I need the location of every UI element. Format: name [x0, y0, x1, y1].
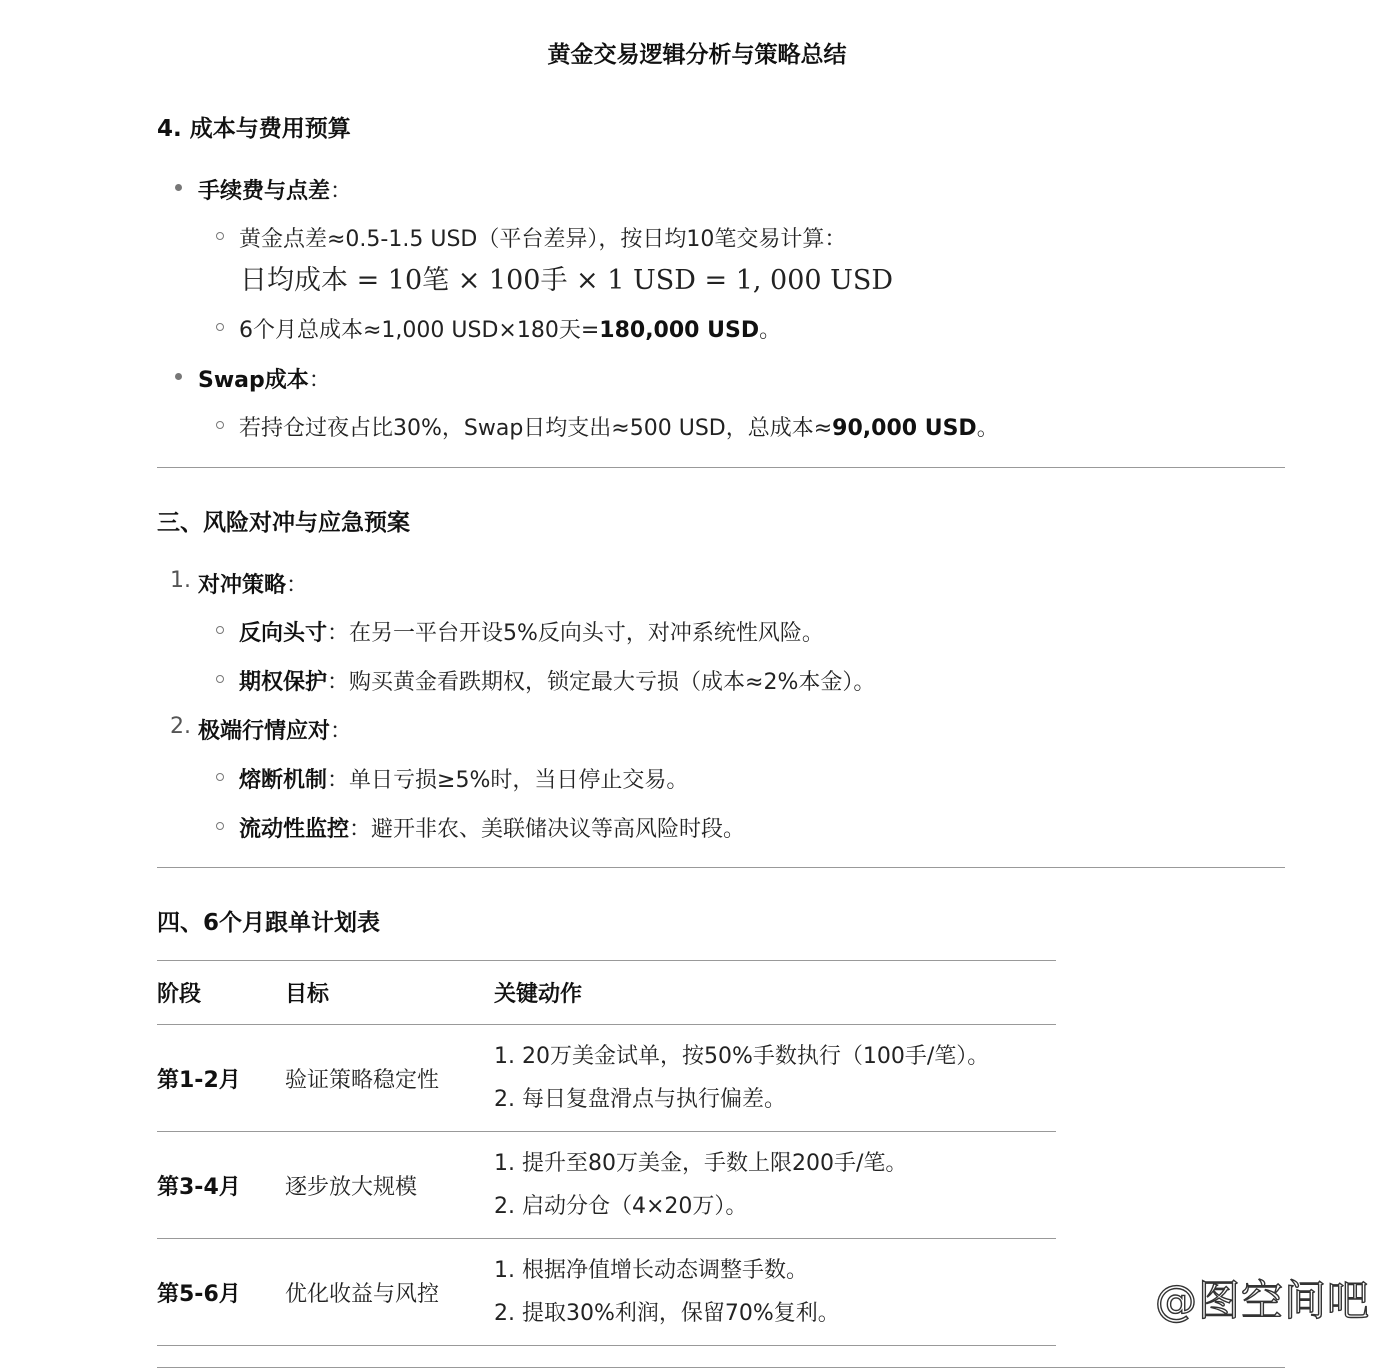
- divider: [157, 867, 1285, 868]
- list-number: 1.: [170, 568, 191, 593]
- colon: ：: [330, 719, 353, 744]
- swap-label: Swap成本: [198, 368, 309, 393]
- bullet-ring: [216, 323, 224, 331]
- table-header-row: [157, 961, 1056, 1025]
- goal-cell: 验证策略稳定性: [285, 1067, 440, 1093]
- spread-note: 黄金点差≈0.5-1.5 USD（平台差异），按日均10笔交易计算：: [239, 227, 847, 252]
- actions-cell: [494, 1239, 1056, 1346]
- period: 。: [976, 416, 999, 441]
- action-line: 2. 提取30%利润，保留70%复利。: [494, 1301, 840, 1326]
- bullet-ring: [216, 626, 224, 634]
- swap-cost-text: 若持仓过夜占比30%，Swap日均支出≈500 USD，总成本≈: [239, 416, 833, 441]
- swap-cost-total: 90,000 USD: [832, 416, 977, 441]
- reverse-position-text: ：在另一平台开设5%反向头寸，对冲系统性风险。: [327, 621, 824, 646]
- header-stage: 阶段: [157, 982, 202, 1007]
- six-month-cost-text: 6个月总成本≈1,000 USD×180天=: [239, 318, 600, 343]
- actions-cell: [494, 1132, 1056, 1239]
- bullet-dot: [175, 184, 182, 191]
- list-number: 2.: [170, 714, 191, 739]
- circuit-breaker-text: ：单日亏损≥5%时，当日停止交易。: [327, 768, 689, 793]
- goal-cell: 优化收益与风控: [285, 1281, 440, 1307]
- bullet-dot: [175, 373, 182, 380]
- six-month-cost-total: 180,000 USD: [599, 318, 760, 343]
- option-protection-label: 期权保护: [239, 670, 328, 695]
- daily-cost-formula: 日均成本 = 10笔 × 100手 × 1 USD = 1, 000 USD: [240, 265, 894, 296]
- watermark: @图空间吧: [1154, 1276, 1370, 1325]
- hedge-strategy-item: [198, 568, 308, 599]
- risk-section-heading: 三、风险对冲与应急预案: [157, 510, 410, 536]
- fee-label: 手续费与点差: [198, 179, 331, 204]
- bullet-ring: [216, 232, 224, 240]
- plan-section-heading: 四、6个月跟单计划表: [157, 910, 381, 936]
- six-month-cost: [239, 313, 781, 344]
- liquidity-monitor-text: ：避开非农、美联储决议等高风险时段。: [349, 817, 746, 842]
- bullet-ring: [216, 675, 224, 683]
- action-line: 1. 根据净值增长动态调整手数。: [494, 1258, 808, 1283]
- liquidity-monitor-label: 流动性监控: [239, 817, 350, 842]
- stage-cell: 第1-2月: [157, 1067, 241, 1093]
- colon: ：: [286, 573, 309, 598]
- action-line: 1. 提升至80万美金，手数上限200手/笔。: [494, 1151, 908, 1176]
- colon: ：: [308, 368, 331, 393]
- header-actions: 关键动作: [494, 982, 583, 1007]
- action-line: 2. 每日复盘滑点与执行偏差。: [494, 1087, 786, 1112]
- divider: [157, 467, 1285, 468]
- table-row: [157, 1239, 1056, 1346]
- option-protection-item: [239, 665, 875, 696]
- header-goal: 目标: [285, 982, 330, 1007]
- action-line: 1. 20万美金试单，按50%手数执行（100手/笔）。: [494, 1044, 990, 1069]
- plan-table: [157, 960, 1056, 1346]
- colon: ：: [330, 179, 353, 204]
- option-protection-text: ：购买黄金看跌期权，锁定最大亏损（成本≈2%本金）。: [327, 670, 876, 695]
- liquidity-monitor-item: [239, 812, 745, 843]
- circuit-breaker-item: [239, 763, 688, 794]
- swap-item: [198, 363, 331, 394]
- bullet-ring: [216, 822, 224, 830]
- stage-cell: 第5-6月: [157, 1281, 241, 1307]
- actions-cell: [494, 1025, 1056, 1132]
- swap-cost-note: [239, 411, 999, 442]
- bullet-ring: [216, 421, 224, 429]
- goal-cell: 逐步放大规模: [285, 1174, 418, 1200]
- extreme-market-label: 极端行情应对: [198, 719, 331, 744]
- action-line: 2. 启动分仓（4×20万）。: [494, 1194, 748, 1219]
- cost-section-heading: 4. 成本与费用预算: [157, 116, 351, 142]
- reverse-position-label: 反向头寸: [239, 621, 328, 646]
- table-row: [157, 1025, 1056, 1132]
- bullet-ring: [216, 773, 224, 781]
- stage-cell: 第3-4月: [157, 1174, 241, 1200]
- document-title: 黄金交易逻辑分析与策略总结: [547, 42, 847, 68]
- period: 。: [759, 318, 782, 343]
- divider: [157, 1367, 1285, 1368]
- circuit-breaker-label: 熔断机制: [239, 768, 328, 793]
- reverse-position-item: [239, 616, 824, 647]
- hedge-strategy-label: 对冲策略: [198, 573, 287, 598]
- extreme-market-item: [198, 714, 352, 745]
- table-row: [157, 1132, 1056, 1239]
- fee-item: [198, 174, 352, 205]
